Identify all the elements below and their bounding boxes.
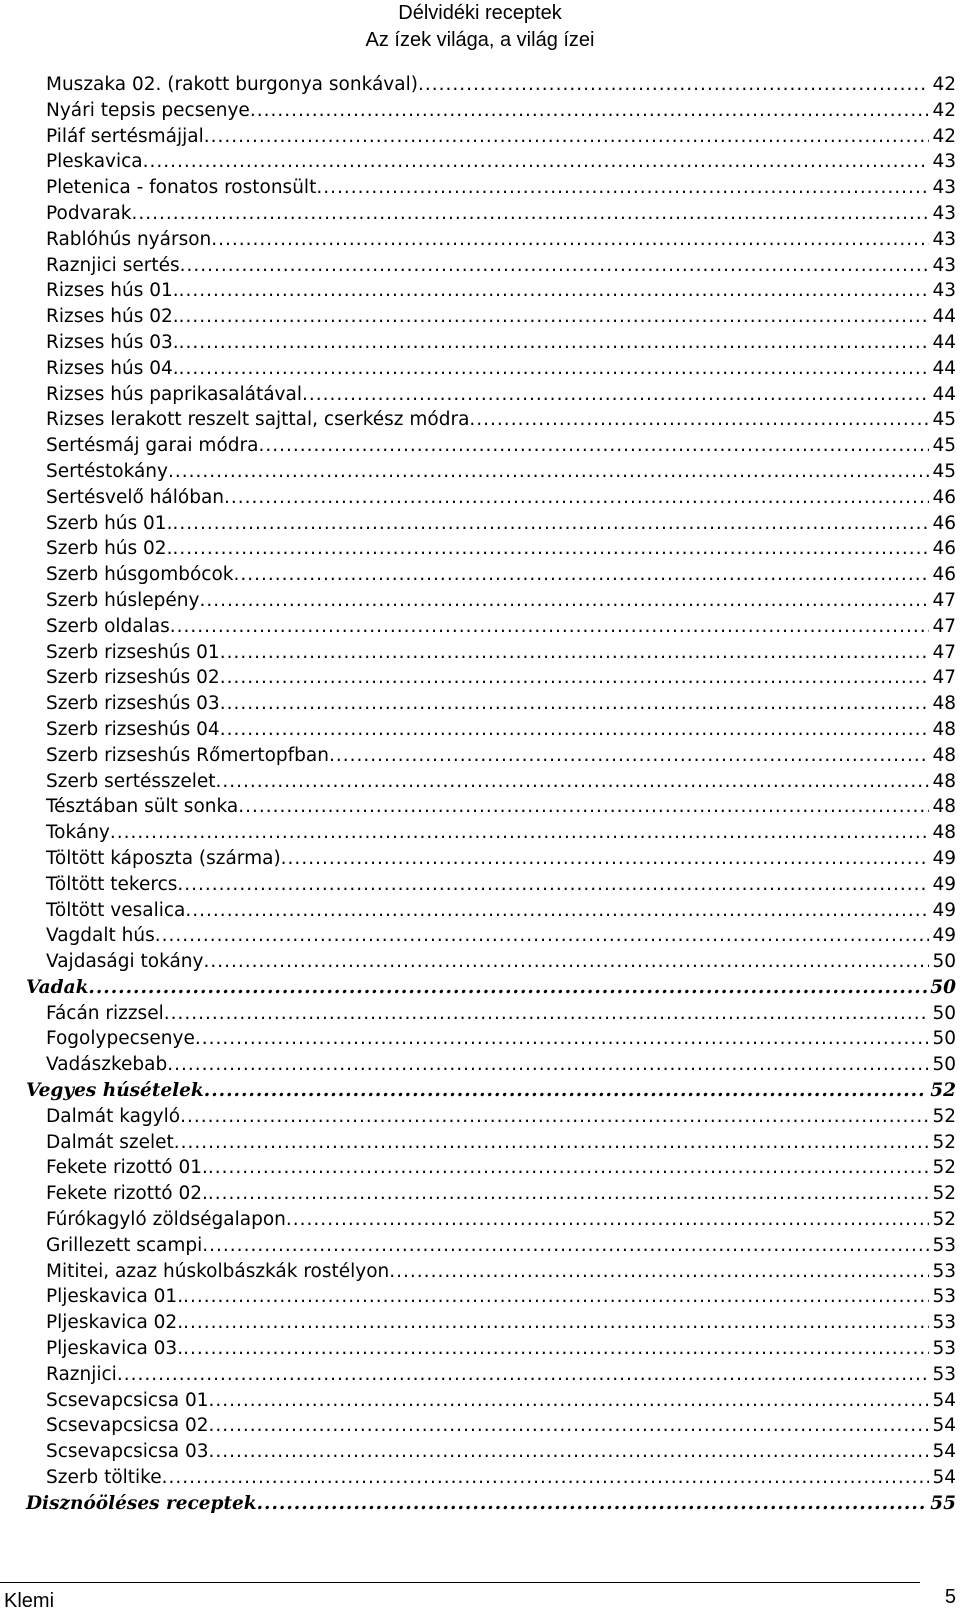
- dot-leader: [204, 1078, 927, 1104]
- toc-entry[interactable]: [0, 640, 960, 666]
- toc-entry-page: 46: [932, 564, 956, 586]
- dot-leader: [329, 743, 929, 769]
- dot-leader: [281, 846, 930, 872]
- toc-entry-page: 53: [932, 1338, 956, 1360]
- toc-entry[interactable]: [0, 1233, 960, 1259]
- toc-entry[interactable]: [0, 1026, 960, 1052]
- toc-entry-page: 50: [932, 1054, 956, 1076]
- dot-leader: [257, 1491, 928, 1517]
- toc-entry-page: 52: [932, 1131, 956, 1153]
- toc-entry-title: Fekete rizottó 01.: [46, 1157, 208, 1179]
- toc-entry[interactable]: [0, 743, 960, 769]
- dot-leader: [183, 1336, 929, 1362]
- toc-entry-page: 53: [932, 1312, 956, 1334]
- dot-leader: [88, 975, 927, 1001]
- toc-entry[interactable]: [0, 1439, 960, 1465]
- dot-leader: [220, 691, 930, 717]
- dot-leader: [469, 407, 929, 433]
- dot-leader: [286, 1207, 930, 1233]
- toc-entry-page: 54: [932, 1441, 956, 1463]
- toc-entry-title: Scsevapcsicsa 02: [46, 1415, 209, 1437]
- toc-entry-title: Szerb hús 01.: [46, 512, 173, 534]
- toc-entry-title: Fácán rizzsel: [46, 1002, 164, 1024]
- toc-entry-title: Sertéstokány: [46, 460, 168, 482]
- toc-entry-page: 46: [932, 512, 956, 534]
- dot-leader: [202, 1233, 929, 1259]
- dot-leader: [418, 72, 930, 98]
- toc-entry[interactable]: [0, 459, 960, 485]
- dot-leader: [204, 124, 930, 150]
- toc-entry[interactable]: [0, 1052, 960, 1078]
- toc-entry[interactable]: [0, 304, 960, 330]
- toc-entry-page: 53: [932, 1234, 956, 1256]
- dot-leader: [220, 640, 930, 666]
- dot-leader: [316, 175, 929, 201]
- toc-entry-page: 52: [932, 1183, 956, 1205]
- toc-entry-page: 49: [932, 899, 956, 921]
- toc-entry-page: 43: [932, 280, 956, 302]
- toc-entry-title: Szerb rizseshús 01: [46, 641, 220, 663]
- toc-entry[interactable]: [0, 923, 960, 949]
- toc-entry-title: Rizses hús paprikasalátával: [46, 383, 302, 405]
- toc-entry-page: 45: [932, 435, 956, 457]
- toc-entry-page: 47: [932, 615, 956, 637]
- toc-entry[interactable]: [0, 201, 960, 227]
- toc-entry-page: 44: [932, 306, 956, 328]
- toc-entry[interactable]: [0, 278, 960, 304]
- page-header: [0, 0, 960, 54]
- toc-entry-title: Vadak: [26, 976, 89, 998]
- footer-author: Klemi: [4, 1590, 55, 1612]
- toc-entry-page: 52: [932, 1209, 956, 1231]
- toc-entry[interactable]: [0, 872, 960, 898]
- dot-leader: [172, 511, 929, 537]
- toc-entry-title: Fekete rizottó 02.: [46, 1183, 208, 1205]
- toc-entry-title: Töltött vesalica: [46, 899, 186, 921]
- toc-entry[interactable]: [0, 820, 960, 846]
- toc-entry-page: 43: [932, 254, 956, 276]
- dot-leader: [179, 304, 930, 330]
- dot-leader: [132, 201, 930, 227]
- dot-leader: [110, 820, 930, 846]
- toc-entry[interactable]: [0, 898, 960, 924]
- dot-leader: [250, 98, 930, 124]
- toc-entry[interactable]: [0, 1001, 960, 1027]
- toc-entry[interactable]: [0, 1259, 960, 1285]
- toc-entry[interactable]: [0, 1388, 960, 1414]
- header-subtitle: Az ízek világa, a világ ízei: [365, 29, 595, 51]
- toc-entry-title: Disznóöléses receptek: [26, 1492, 257, 1514]
- dot-leader: [143, 149, 930, 175]
- dot-leader: [195, 1026, 930, 1052]
- toc-entry-page: 52: [932, 1157, 956, 1179]
- toc-entry-page: 50: [930, 976, 956, 998]
- toc-entry-page: 53: [932, 1363, 956, 1385]
- dot-leader: [220, 717, 930, 743]
- toc-entry-page: 54: [932, 1415, 956, 1437]
- toc-entry-page: 55: [930, 1492, 956, 1514]
- dot-leader: [234, 562, 930, 588]
- toc-entry-page: 43: [932, 151, 956, 173]
- dot-leader: [302, 382, 929, 408]
- toc-entry[interactable]: [0, 588, 960, 614]
- toc-entry[interactable]: [0, 149, 960, 175]
- toc-entry-page: 49: [932, 873, 956, 895]
- dot-leader: [170, 614, 930, 640]
- dot-leader: [220, 665, 930, 691]
- toc-entry[interactable]: [0, 433, 960, 459]
- toc-entry-title: Tésztában sült sonka: [46, 796, 239, 818]
- dot-leader: [172, 536, 929, 562]
- toc-entry-page: 42: [932, 99, 956, 121]
- dot-leader: [204, 949, 930, 975]
- dot-leader: [117, 1362, 930, 1388]
- dot-leader: [155, 923, 930, 949]
- dot-leader: [168, 459, 929, 485]
- toc-entry-page: 48: [932, 693, 956, 715]
- toc-entry-title: Vadászkebab: [46, 1054, 168, 1076]
- dot-leader: [179, 278, 930, 304]
- toc-entry-page: 48: [932, 718, 956, 740]
- toc-entry-page: 46: [932, 486, 956, 508]
- toc-entry-title: Szerb oldalas: [46, 615, 170, 637]
- toc-entry-title: Töltött káposzta (szárma): [46, 847, 281, 869]
- toc-entry-page: 50: [932, 951, 956, 973]
- toc-entry-page: 52: [930, 1080, 956, 1102]
- dot-leader: [208, 1181, 930, 1207]
- toc-entry-title: Szerb rizseshús 03: [46, 693, 220, 715]
- toc-entry-title: Vajdasági tokány: [46, 951, 204, 973]
- dot-leader: [179, 330, 930, 356]
- toc-entry[interactable]: [0, 253, 960, 279]
- toc-entry-title: Grillezett scampi: [46, 1234, 203, 1256]
- toc-entry[interactable]: [0, 485, 960, 511]
- toc-entry-page: 50: [932, 1002, 956, 1024]
- toc-entry-title: Piláf sertésmájjal: [46, 125, 204, 147]
- toc-entry[interactable]: [0, 382, 960, 408]
- toc-entry[interactable]: [0, 691, 960, 717]
- toc-entry[interactable]: [0, 175, 960, 201]
- toc-entry-page: 47: [932, 667, 956, 689]
- toc-entry[interactable]: [0, 949, 960, 975]
- toc-entry[interactable]: [0, 1130, 960, 1156]
- toc-entry-title: Szerb rizseshús 04: [46, 718, 220, 740]
- table-of-contents: [0, 72, 960, 1517]
- toc-entry-page: 47: [932, 641, 956, 663]
- toc-entry-title: Vegyes húsételek: [26, 1080, 204, 1102]
- toc-entry-title: Pleskavica: [46, 151, 143, 173]
- toc-entry[interactable]: [0, 1181, 960, 1207]
- toc-entry-title: Rizses hús 03.: [46, 331, 179, 353]
- toc-entry[interactable]: [0, 665, 960, 691]
- toc-entry-page: 43: [932, 202, 956, 224]
- toc-entry-title: Podvarak: [46, 202, 132, 224]
- toc-entry-title: Rablóhús nyárson: [46, 228, 212, 250]
- toc-entry[interactable]: [0, 1155, 960, 1181]
- toc-entry-title: Raznjici sertés: [46, 254, 180, 276]
- toc-entry[interactable]: [0, 846, 960, 872]
- toc-entry-title: Fogolypecsenye: [46, 1028, 195, 1050]
- dot-leader: [179, 356, 930, 382]
- dot-leader: [199, 588, 929, 614]
- toc-entry[interactable]: [0, 1336, 960, 1362]
- toc-entry-page: 44: [932, 357, 956, 379]
- toc-entry-page: 49: [932, 847, 956, 869]
- dot-leader: [238, 794, 929, 820]
- dot-leader: [174, 1130, 930, 1156]
- toc-entry-title: Scsevapcsicsa 01: [46, 1389, 209, 1411]
- toc-entry[interactable]: [0, 717, 960, 743]
- dot-leader: [208, 1388, 929, 1414]
- toc-entry-title: Pljeskavica 02.: [46, 1312, 184, 1334]
- toc-entry[interactable]: [0, 330, 960, 356]
- toc-entry[interactable]: [0, 769, 960, 795]
- toc-entry[interactable]: [0, 511, 960, 537]
- dot-leader: [180, 253, 930, 279]
- dot-leader: [211, 227, 929, 253]
- dot-leader: [183, 1284, 929, 1310]
- toc-entry[interactable]: [0, 1310, 960, 1336]
- toc-entry-title: Pljeskavica 01.: [46, 1286, 184, 1308]
- toc-entry-page: 42: [932, 74, 956, 95]
- toc-entry-page: 48: [932, 770, 956, 792]
- toc-entry-page: 42: [932, 125, 956, 147]
- toc-entry[interactable]: [0, 356, 960, 382]
- toc-entry-title: Sertésmáj garai módra: [46, 435, 259, 457]
- toc-entry-title: Szerb rizseshús 02: [46, 667, 220, 689]
- toc-entry-title: Pljeskavica 03.: [46, 1338, 184, 1360]
- header-title: Délvidéki receptek: [398, 2, 562, 24]
- toc-entry-page: 53: [932, 1286, 956, 1308]
- toc-entry[interactable]: [0, 562, 960, 588]
- toc-entry[interactable]: [0, 1284, 960, 1310]
- toc-entry-title: Mititei, azaz húskolbászkák rostélyon: [46, 1260, 390, 1282]
- toc-section-heading[interactable]: [0, 975, 960, 1001]
- dot-leader: [224, 485, 929, 511]
- toc-entry-page: 54: [932, 1389, 956, 1411]
- toc-entry-title: Fúrókagyló zöldségalapon: [46, 1209, 286, 1231]
- dot-leader: [162, 1465, 930, 1491]
- toc-entry-title: Dalmát kagyló: [46, 1105, 181, 1127]
- toc-entry-page: 44: [932, 383, 956, 405]
- dot-leader: [208, 1155, 930, 1181]
- toc-entry-title: Sertésvelő hálóban: [46, 486, 224, 508]
- toc-section-heading[interactable]: [0, 1078, 960, 1104]
- toc-entry-title: Vagdalt hús: [46, 925, 155, 947]
- footer-divider: [0, 1582, 920, 1583]
- toc-entry[interactable]: [0, 614, 960, 640]
- toc-entry-page: 45: [932, 460, 956, 482]
- toc-entry-title: Rizses hús 01.: [46, 280, 179, 302]
- dot-leader: [389, 1259, 929, 1285]
- toc-entry[interactable]: [0, 1207, 960, 1233]
- toc-entry-title: Nyári tepsis pecsenye: [46, 99, 250, 121]
- toc-entry[interactable]: [0, 72, 960, 98]
- toc-entry-title: Rizses hús 02.: [46, 306, 179, 328]
- toc-entry-page: 48: [932, 796, 956, 818]
- toc-entry-title: Tokány: [46, 822, 110, 844]
- toc-entry-title: Rizses hús 04.: [46, 357, 179, 379]
- toc-entry-title: Muszaka 02. (rakott burgonya sonkával): [46, 74, 418, 95]
- dot-leader: [185, 898, 929, 924]
- dot-leader: [180, 1104, 929, 1130]
- toc-entry[interactable]: [0, 1413, 960, 1439]
- dot-leader: [215, 769, 929, 795]
- dot-leader: [164, 1001, 930, 1027]
- toc-entry-page: 46: [932, 538, 956, 560]
- dot-leader: [208, 1413, 929, 1439]
- toc-entry[interactable]: [0, 536, 960, 562]
- toc-entry-page: 52: [932, 1105, 956, 1127]
- toc-entry[interactable]: [0, 407, 960, 433]
- toc-entry-page: 53: [932, 1260, 956, 1282]
- toc-entry[interactable]: [0, 227, 960, 253]
- toc-entry-title: Raznjici: [46, 1363, 117, 1385]
- toc-entry[interactable]: [0, 98, 960, 124]
- toc-entry[interactable]: [0, 794, 960, 820]
- toc-entry-title: Szerb sertésszelet: [46, 770, 216, 792]
- toc-entry[interactable]: [0, 1465, 960, 1491]
- toc-entry-page: 54: [932, 1467, 956, 1489]
- toc-entry-page: 50: [932, 1028, 956, 1050]
- toc-entry-title: Dalmát szelet: [46, 1131, 174, 1153]
- toc-entry-title: Pletenica - fonatos rostonsült: [46, 177, 317, 199]
- toc-entry-page: 48: [932, 822, 956, 844]
- toc-entry-title: Szerb rizseshús Rőmertopfban: [46, 744, 329, 766]
- dot-leader: [177, 872, 929, 898]
- toc-entry[interactable]: [0, 1104, 960, 1130]
- dot-leader: [208, 1439, 929, 1465]
- toc-entry-page: 49: [932, 925, 956, 947]
- toc-entry-page: 43: [932, 177, 956, 199]
- dot-leader: [183, 1310, 929, 1336]
- toc-entry-page: 48: [932, 744, 956, 766]
- toc-entry-page: 44: [932, 331, 956, 353]
- toc-entry[interactable]: [0, 1362, 960, 1388]
- toc-entry-page: 45: [932, 409, 956, 431]
- toc-entry-title: Scsevapcsicsa 03: [46, 1441, 209, 1463]
- dot-leader: [258, 433, 929, 459]
- toc-entry-title: Rizses lerakott reszelt sajttal, cserkész módra: [46, 409, 470, 431]
- toc-section-heading[interactable]: [0, 1491, 960, 1517]
- toc-entry[interactable]: [0, 124, 960, 150]
- toc-entry-page: 47: [932, 589, 956, 611]
- toc-entry-title: Szerb hús 02.: [46, 538, 173, 560]
- toc-entry-title: Szerb húsgombócok: [46, 564, 234, 586]
- footer-page-number: 5: [944, 1586, 956, 1608]
- toc-entry-title: Szerb húslepény: [46, 589, 200, 611]
- toc-entry-title: Töltött tekercs: [46, 873, 178, 895]
- dot-leader: [167, 1052, 929, 1078]
- toc-entry-title: Szerb töltike: [46, 1467, 162, 1489]
- toc-entry-page: 43: [932, 228, 956, 250]
